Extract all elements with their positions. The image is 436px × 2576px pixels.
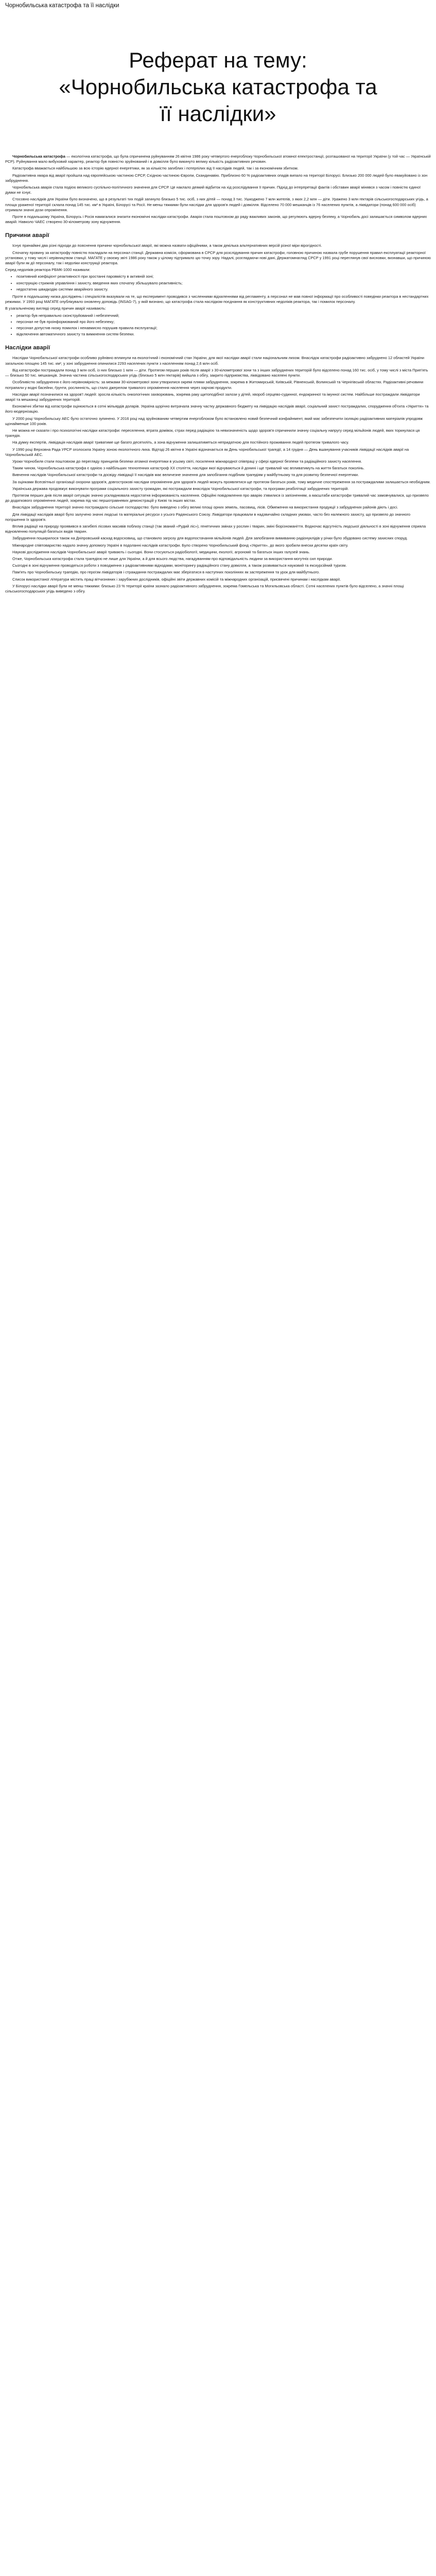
consequences-heading: Наслідки аварії [5, 345, 50, 351]
list-item: • реактор був неправильно сконструйований і небезпечний; [16, 313, 431, 318]
consequences-paragraph-4: Наслідки аварії позначилися на здоров'ї людей: зросла кількість онкологічних захворювань, зокрема раку щитоподібної залози у дітей, хвороб серцево-судинної, ендокринної та імунної систем. Найбільше постраждали ліквідатори аварії та мешканці забруднених територій. [5, 392, 420, 402]
intro-paragraph-5: Стосовно наслідків для України було визначено, що в результаті тих подій загинуло близько 5 тис. осіб, з них дітей — понад 3 тис. Ушкоджено 7 млн жителів, з яких 2,2 млн — діти. Уражено 3 млн гектарів сільськогосподарських угідь, а площа ураженої території склала понад 145 тис. км² в Україні, Білорусі та Росії. Не менш тяжкими були наслідки для здоров'я людей і довкілля. Відселено 70 000 мешканців із 76 населених пунктів, а ліквідатори (понад 600 000 осіб) отримали значні дози опромінення. [5, 197, 428, 212]
consequences-paragraph-14: Українська держава продовжує виконувати програми соціального захисту громадян, які постраждали внаслідок Чорнобильської катастрофи, та програми реабілітації забруднених територій. [12, 486, 349, 491]
intro-paragraph-4: Чорнобильська аварія стала подією великого суспільно-політичного значення для СРСР. Це наклало деякий відбиток на хід розслідування її причин. Підхід до інтерпретації фактів і обставин аварії мінявся з часом і повністю єдиної думки не існує. [5, 185, 421, 195]
banner-line-1: Реферат на тему: [129, 48, 307, 72]
list-item: • персонал не був проінформований про його небезпеку; [16, 319, 431, 325]
banner-line-2: «Чорнобильська катастрофа та [59, 75, 377, 99]
consequences-paragraph-26: У Білорусі наслідки аварії були не менш тяжкими: близько 23 % території країни зазнало радіоактивного забруднення, зокрема Гомельська та Могильовська області. Сотні населених пунктів було відселено, а значні площі сільськогосподарських угідь виведено з обігу. [5, 583, 404, 594]
document-page [0, 0, 436, 603]
document-title: Чорнобильська катастрофа та її наслідки [5, 3, 119, 9]
intro-section [5, 154, 431, 225]
consequences-paragraph-24: Пам'ять про Чорнобильську трагедію, про героїзм ліквідаторів і страждання постраждалих має зберігатися в наступних поколіннях як застереження та урок для майбутнього. [12, 570, 320, 575]
consequences-paragraph-20: Міжнародне співтовариство надало значну допомогу Україні в подоланні наслідків катастрофи. Було створено Чорнобильський фонд «Укриття», до якого зробили внески десятки країн світу. [12, 543, 348, 548]
consequences-paragraph-21: Наукові дослідження наслідків Чорнобильської аварії тривають і сьогодні. Вони стосуються радіобіології, медицини, екології, агрономії та багатьох інших галузей знань. [12, 549, 310, 554]
consequences-paragraph-25: Список використаної літератури містить праці вітчизняних і зарубіжних дослідників, офіційні звіти державних комісій та міжнародних організацій, присвячені причинам і наслідкам аварії. [12, 577, 341, 582]
intro-definition: — екологічна катастрофа, що була спричинена руйнуванням 26 квітня 1986 року четвертого енергоблоку Чорнобильської атомної електростанції, розташованої на території України (у той час — Українській РСР). Руйнування мало вибуховий характер, реактор був повністю зруйнований і в довкілля було викинуто велику кількість радіоактивних речовин. [5, 154, 431, 164]
causes-paragraph-2: Спочатку провину за катастрофу повністю покладали на персонал станції. Державна комісія, сформована в СРСР для розслідування причин катастрофи, головною причиною назвала грубе порушення правил експлуатації реакторної установки, у тому числі і керівництвом станції. МАГАТЕ у своєму звіті 1986 року також у цілому підтримало цю точку зору. Надалі, розглядаючи нові дані, Держатомнагляд СРСР у 1991 році переглянув свої висновки, визнавши, що причиною аварії були як дії персоналу, так і недоліки конструкції реактора. [5, 250, 431, 266]
consequences-paragraph-23: Сьогодні в зоні відчуження проводяться роботи з поводження з радіоактивними відходами, моніторингу радіаційного стану довкілля, а також розвивається науковий та екскурсійний туризм. [12, 563, 347, 568]
consequences-paragraph-2: Від катастрофи постраждали понад 3 млн осіб, із них близько 1 млн — діти. Протягом перших років після аварії з 30-кілометрової зони та з інших забруднених територій було відселено понад 160 тис. осіб, у тому числі з міста Прип'ять — близько 50 тис. мешканців. Значна частина сільськогосподарських угідь (близько 5 млн гектарів) вийшла з обігу, закрито підприємства, ліквідовано населені пункти. [5, 367, 428, 378]
reactor-flaws-list [5, 274, 431, 292]
consequences-paragraph-5: Економічні збитки від катастрофи оцінюються в сотні мільярдів доларів. Україна щорічно витрачала значну частку державного бюджету на ліквідацію наслідків аварії, соціальний захист постраждалих, спорудження об'єкта «Укриття» та його модернізацію. [5, 404, 429, 414]
causes-section [5, 232, 431, 337]
causes-paragraph-4: Проте в подальшому низка досліджень і спеціалістів вказували на те, що експеримент проводився з численними відхиленнями від регламенту, а персонал не мав повної інформації про особливості поведінки реактора в нестандартних режимах. У 1993 році МАГАТЕ опублікувало оновлену доповідь (INSAG-7), у якій визнано, що катастрофа стала наслідком поєднання як конструктивних недоліків реактора, так і помилок персоналу. [5, 294, 429, 304]
intro-term: Чорнобильська катастрофа [12, 154, 65, 159]
intro-paragraph-2: Катастрофа вважається найбільшою за всю історію ядерної енергетики, як за кількістю загиблих і потерпілих від її наслідків людей, так і за економічним збитком. [12, 166, 299, 171]
consequences-paragraph-10: Уроки Чорнобиля стали поштовхом до перегляду принципів безпеки атомної енергетики в усьому світі, посилення міжнародної співпраці у сфері ядерної безпеки та радіаційного захисту населення. [12, 459, 362, 464]
causes-heading: Причини аварії [5, 232, 49, 239]
consequences-paragraph-22: Отже, Чорнобильська катастрофа стала трагедією не лише для України, а й для всього людства, нагадуванням про відповідальність людини за використання могутніх сил природи. [12, 556, 333, 561]
consequences-paragraph-17: Для ліквідації наслідків аварії було залучено значні людські та матеріальні ресурси з усього Радянського Союзу. Ліквідатори працювали в надзвичайно складних умовах, часто без належного захисту, що призвело до значного погіршення їх здоров'я. [5, 512, 411, 522]
list-item: • позитивний коефіцієнт реактивності при зростанні паровмісту в активній зоні; [16, 274, 431, 279]
causes-summary-list [5, 313, 431, 337]
consequences-paragraph-7: Не можна не сказати і про психологічні наслідки катастрофи: переселення, втрата домівок, страх перед радіацією та невизначеність щодо здоров'я спричинили значну соціальну напругу серед мільйонів людей, яких торкнулася ця трагедія. [5, 428, 420, 438]
list-item: • персонал допустив низку помилок і ненавмисно порушив правила експлуатації; [16, 326, 431, 331]
causes-paragraph-3: Серед недоліків реактора РБМК-1000 називали: [5, 267, 91, 273]
intro-paragraph-1 [5, 154, 431, 164]
consequences-paragraph-1: Наслідки Чорнобильської катастрофи особливо руйнівно вплинули на екологічний і економічний стан України, для якої наслідки аварії стали національним лихом. Внаслідок катастрофи радіоактивно забруднено 12 областей України загальною площею 145 тис. км², у зоні забруднення опинилися 2293 населених пункти з населенням понад 2,6 млн осіб. [5, 355, 424, 366]
intro-paragraph-6: Проте в подальшому Україна, Білорусь і Росія намагалися знизити економічні наслідки катастрофи. Аварія стала поштовхом до ряду важливих законів, що регулюють ядерну безпеку, а Чорнобиль досі залишається символом ядерних аварій. Навколо ЧАЕС створено 30-кілометрову зону відчуження. [5, 214, 427, 225]
consequences-paragraph-13: За оцінками Всесвітньої організації охорони здоров'я, довгострокові наслідки опромінення для здоров'я людей можуть проявлятися ще протягом багатьох років, тому медичне спостереження за постраждалими залишається необхідним. [12, 479, 431, 484]
consequences-paragraph-3: Особливістю забруднення є його нерівномірність: за межами 30-кілометрової зони утворилися окремі плями забруднення, зокрема в Житомирській, Київській, Рівненській, Волинській та Чернігівській областях. Радіоактивні речовини потрапили у водні басейни, ґрунти, рослинність, що стало джерелом тривалого опромінення населення через харчові продукти. [5, 380, 424, 390]
title-banner [5, 47, 431, 127]
consequences-paragraph-18: Вплив радіації на природу проявився в загибелі лісових масивів поблизу станції (так званий «Рудий ліс»), генетичних змінах у рослин і тварин, зміні біорізноманіття. Водночас відсутність людської діяльності в зоні відчуження сприяла відновленню популяцій багатьох видів тварин. [5, 523, 426, 534]
list-item: • недостатню швидкодію системи аварійного захисту. [16, 287, 431, 292]
consequences-paragraph-16: Внаслідок забруднення території значно постраждало сільське господарство: було виведено з обігу великі площі орних земель, пасовищ, лісів. Обмеження на використання продукції з забруднених районів діють і досі. [12, 505, 398, 510]
list-item: • конструкцію стрижнів управління і захисту, введення яких спочатку збільшувало реактивність; [16, 281, 431, 286]
intro-paragraph-3: Радіоактивна хмара від аварії пройшла над європейською частиною СРСР, Східною частиною Європи, Скандинавію. Приблизно 60 % радіоактивних опадів випало на території Білорусі. Близько 200 000 людей було евакуйовано із зон забруднення. [5, 173, 428, 183]
list-item: • відключення автоматичного захисту та вимкнення систем безпеки. [16, 332, 431, 337]
causes-paragraph-5: В узагальненому вигляді серед причин аварії називають: [5, 306, 106, 311]
consequences-paragraph-6: У 2000 році Чорнобильську АЕС було остаточно зупинено. У 2016 році над зруйнованим четвертим енергоблоком було встановлено новий безпечний конфайнмент, який має забезпечити ізоляцію радіоактивних матеріалів упродовж щонайменше 100 років. [5, 416, 423, 426]
consequences-paragraph-12: Вивчення наслідків Чорнобильської катастрофи та досвіду ліквідації її наслідків має величезне значення для запобігання подібним трагедіям у майбутньому та для розвитку безпечної енергетики. [12, 472, 359, 478]
banner-line-3: її наслідки» [160, 101, 276, 126]
consequences-paragraph-11: Таким чином, Чорнобильська катастрофа є однією з найбільших техногенних катастроф ХХ століття, наслідки якої відчуваються й донині і ще тривалий час впливатимуть на життя багатьох поколінь. [12, 466, 365, 471]
consequences-section [5, 344, 431, 594]
causes-paragraph-1: Існує принаймні два різні підходи до пояснення причини чорнобильської аварії, які можна назвати офіційними, а також декілька альтернативних версій різної міри вірогідності. [12, 243, 322, 248]
consequences-paragraph-19: Забруднення поширилося також на Дніпровський каскад водосховищ, що становило загрозу для водопостачання мільйонів людей. Для запобігання вимиванню радіонуклідів у річки було збудовано систему захисних споруд. [12, 536, 408, 541]
consequences-paragraph-15: Протягом перших днів після аварії ситуацію значно ускладнювала недостатня інформованість населення. Офіційні повідомлення про аварію з'явилися із запізненням, а масштаби катастрофи тривалий час замовчувалися, що призвело до додаткового опромінення людей, зокрема під час першотравневих демонстрацій у Києві та інших містах. [5, 493, 429, 503]
consequences-paragraph-9: У 1990 році Верховна Рада УРСР оголосила Україну зоною екологічного лиха. Відтоді 26 квітня в Україні відзначається як День чорнобильської трагедії, а 14 грудня — День вшанування учасників ліквідації наслідків аварії на Чорнобильській АЕС. [5, 447, 409, 457]
consequences-paragraph-8: На думку експертів, ліквідація наслідків аварії триватиме ще багато десятиліть, а зона відчуження залишатиметься непридатною для постійного проживання людей протягом тривалого часу. [12, 440, 349, 445]
